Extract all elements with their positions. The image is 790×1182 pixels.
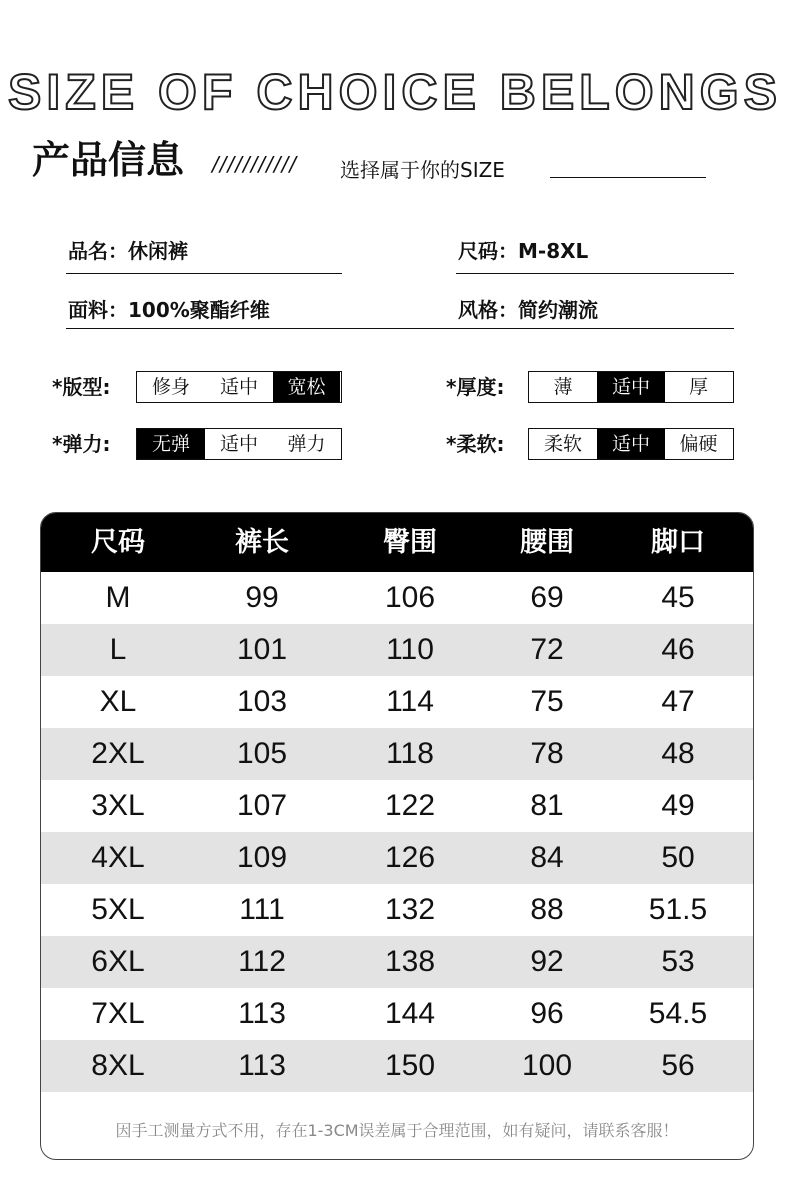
table-cell: 114 xyxy=(386,685,434,718)
measurement-note: 因手工测量方式不用，存在1-3CM误差属于合理范围，如有疑问，请联系客服！ xyxy=(115,1121,679,1140)
table-row xyxy=(41,624,753,676)
section-subtitle: 选择属于你的SIZE xyxy=(340,158,505,182)
thickness-label: *厚度: xyxy=(446,375,505,399)
table-cell: 110 xyxy=(386,633,434,666)
thickness-option-thick: 厚 xyxy=(688,376,708,398)
table-row xyxy=(41,936,753,988)
table-cell: 138 xyxy=(384,945,436,978)
table-cell: 111 xyxy=(239,893,285,926)
table-cell: 107 xyxy=(236,789,288,822)
table-cell: 48 xyxy=(661,737,695,770)
table-cell: 122 xyxy=(384,789,436,822)
table-cell: 109 xyxy=(236,841,288,874)
table-row xyxy=(41,884,753,936)
table-cell: 56 xyxy=(661,1049,695,1082)
table-row xyxy=(41,832,753,884)
decorative-slashes: /////////// xyxy=(212,152,298,176)
size-table xyxy=(40,512,754,1160)
table-row xyxy=(41,780,753,832)
table-cell: 75 xyxy=(530,685,564,718)
fit-label: *版型: xyxy=(52,375,111,399)
table-cell: 5XL xyxy=(91,893,145,926)
table-cell: 45 xyxy=(661,581,695,614)
table-cell: 105 xyxy=(236,737,288,770)
softness-option-firm: 偏硬 xyxy=(679,433,718,455)
table-cell: 8XL xyxy=(91,1049,145,1082)
table-cell: M xyxy=(105,581,131,614)
fit-option-slim: 修身 xyxy=(151,376,190,398)
table-cell: 78 xyxy=(530,737,564,770)
softness-label: *柔软: xyxy=(446,432,505,456)
softness-option-medium: 适中 xyxy=(597,429,665,459)
table-cell: 50 xyxy=(661,841,695,874)
softness-option-soft: 柔软 xyxy=(543,433,582,455)
header-leg-opening: 脚口 xyxy=(651,527,705,558)
table-cell: 4XL xyxy=(91,841,145,874)
table-cell: 99 xyxy=(245,581,279,614)
elasticity-options xyxy=(136,428,342,460)
table-row xyxy=(41,988,753,1040)
table-cell: 84 xyxy=(530,841,564,874)
header-waist: 腰围 xyxy=(520,527,574,558)
table-cell: 72 xyxy=(530,633,564,666)
table-row xyxy=(41,1040,753,1092)
table-cell: 113 xyxy=(238,997,286,1030)
table-row xyxy=(41,572,753,624)
table-cell: 144 xyxy=(384,997,436,1030)
table-cell: 132 xyxy=(384,893,436,926)
product-style: 风格：简约潮流 xyxy=(458,298,598,322)
section-heading: 产品信息 xyxy=(32,138,185,182)
table-row xyxy=(41,728,753,780)
table-cell: 113 xyxy=(238,1049,286,1082)
table-cell: 106 xyxy=(384,581,436,614)
table-cell: 101 xyxy=(236,633,288,666)
header-hip: 臀围 xyxy=(383,527,437,558)
softness-options xyxy=(528,428,734,460)
table-cell: 96 xyxy=(530,997,564,1030)
subtitle-underline xyxy=(550,177,706,178)
header-length: 裤长 xyxy=(235,527,289,558)
elasticity-option-stretch: 弹力 xyxy=(287,433,326,455)
elasticity-option-none: 无弹 xyxy=(137,429,205,459)
fit-options xyxy=(136,371,342,403)
product-name: 品名：休闲裤 xyxy=(68,239,188,263)
thickness-option-thin: 薄 xyxy=(553,376,573,398)
fit-option-regular: 适中 xyxy=(219,376,258,398)
product-size-underline xyxy=(456,273,734,274)
table-header xyxy=(41,513,753,572)
table-cell: 112 xyxy=(238,945,286,978)
table-cell: 47 xyxy=(661,685,695,718)
thickness-option-medium: 适中 xyxy=(597,372,665,402)
product-fabric: 面料：100%聚酯纤维 xyxy=(68,298,270,322)
table-cell: 51.5 xyxy=(648,893,708,926)
table-cell: 46 xyxy=(661,633,695,666)
table-cell: 92 xyxy=(530,945,564,978)
table-cell: 88 xyxy=(530,893,564,926)
table-cell: 54.5 xyxy=(648,997,708,1030)
table-cell: L xyxy=(109,633,127,666)
elasticity-option-medium: 适中 xyxy=(219,433,258,455)
product-size: 尺码：M-8XL xyxy=(458,239,589,263)
table-cell: XL xyxy=(99,685,137,718)
table-row xyxy=(41,676,753,728)
table-cell: 49 xyxy=(661,789,695,822)
table-cell: 81 xyxy=(530,789,564,822)
thickness-options xyxy=(528,371,734,403)
table-cell: 2XL xyxy=(91,737,145,770)
table-cell: 53 xyxy=(661,945,695,978)
product-name-underline xyxy=(66,273,342,274)
table-cell: 103 xyxy=(236,685,288,718)
table-cell: 3XL xyxy=(91,789,145,822)
elasticity-label: *弹力: xyxy=(52,432,111,456)
table-cell: 6XL xyxy=(91,945,145,978)
fit-option-loose: 宽松 xyxy=(273,372,340,402)
table-cell: 7XL xyxy=(91,997,145,1030)
table-cell: 69 xyxy=(530,581,564,614)
table-body xyxy=(41,572,753,1092)
product-fabric-underline xyxy=(66,328,734,329)
table-cell: 150 xyxy=(384,1049,436,1082)
table-cell: 126 xyxy=(384,841,436,874)
table-cell: 100 xyxy=(521,1049,573,1082)
banner-title: SIZE OF CHOICE BELONGS xyxy=(8,64,782,120)
header-size: 尺码 xyxy=(91,527,145,558)
table-cell: 118 xyxy=(386,737,434,770)
